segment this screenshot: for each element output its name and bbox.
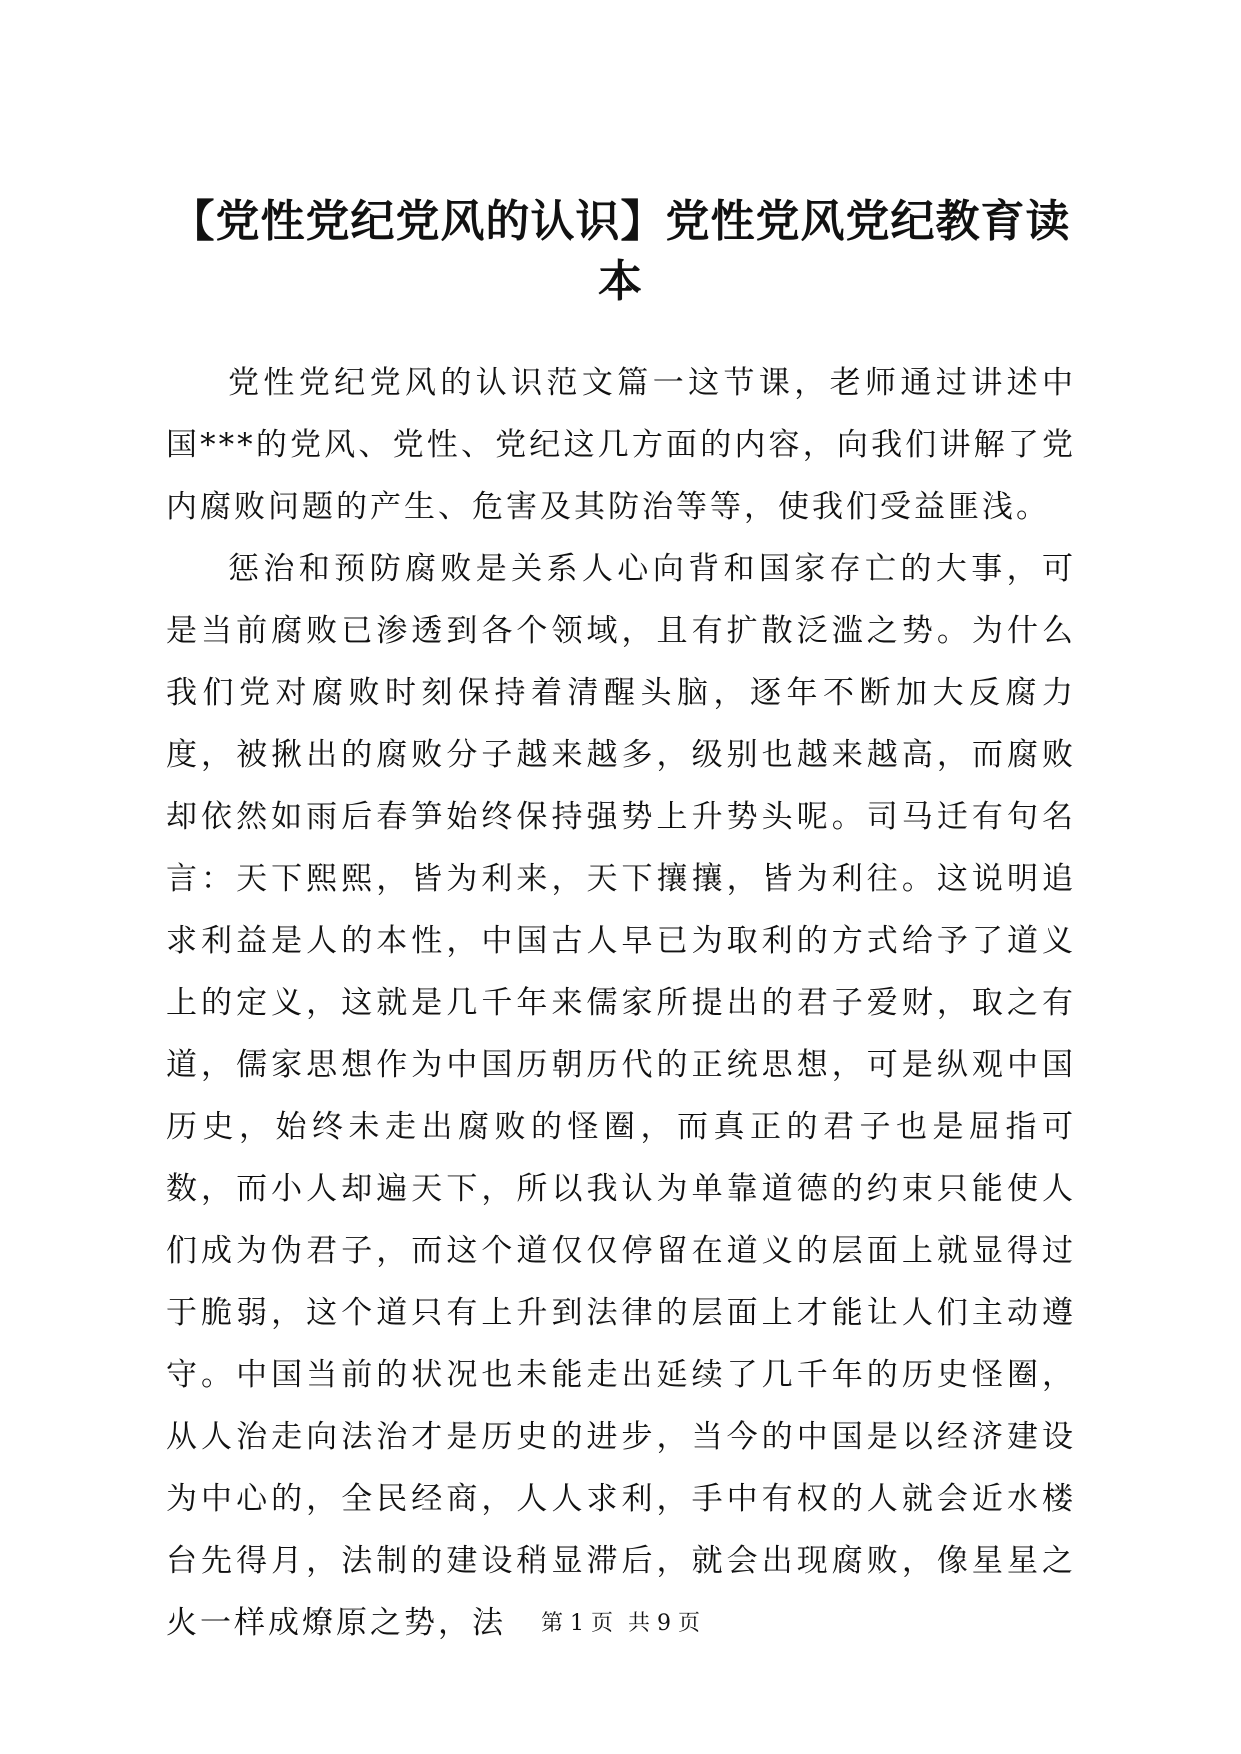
page-total: 共 9 页 (628, 1611, 700, 1636)
page-footer (0, 1609, 1241, 1639)
paragraph-2: 惩治和预防腐败是关系人心向背和国家存亡的大事，可是当前腐败已渗透到各个领域，且有扩散泛滥之势。为什么我们党对腐败时刻保持着清醒头脑，逐年不断加大反腐力度，被揪出的腐败分子越来越多，级别也越来越高，而腐败却依然如雨后春笋始终保持强势上升势头呢。司马迁有句名言：天下熙熙，皆为利来，天下攘攘，皆为利往。这说明追求利益是人的本性，中国古人早已为取利的方式给予了道义上的定义，这就是几千年来儒家所提出的君子爱财，取之有道，儒家思想作为中国历朝历代的正统思想，可是纵观中国历史，始终未走出腐败的怪圈，而真正的君子也是屈指可数，而小人却遍天下，所以我认为单靠道德的约束只能使人们成为伪君子，而这个道仅仅停留在道义的层面上就显得过于脆弱，这个道只有上升到法律的层面上才能让人们主动遵守。中国当前的状况也未能走出延续了几千年的历史怪圈，从人治走向法治才是历史的进步，当今的中国是以经济建设为中心的，全民经商，人人求利，手中有权的人就会近水楼台先得月，法制的建设稍显滞后，就会出现腐败，像星星之火一样成燎原之势，法 (166, 551, 1076, 1641)
page-number: 第 1 页 (541, 1611, 613, 1636)
paragraph-1: 党性党纪党风的认识范文篇一这节课，老师通过讲述中国***的党风、党性、党纪这几方面的内容，向我们讲解了党内腐败问题的产生、危害及其防治等等，使我们受益匪浅。 (166, 365, 1076, 525)
document-title: 【党性党纪党风的认识】党性党风党纪教育读本 (170, 196, 1071, 307)
document-body (166, 352, 1076, 1654)
